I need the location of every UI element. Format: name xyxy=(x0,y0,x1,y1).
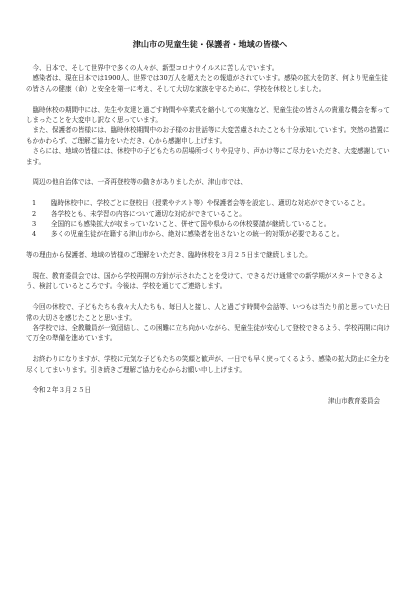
paragraph: お終わりになりますが、学校に元気な子どもたちの笑顔と歓声が、一日でも早く戻ってくるよう、感染の拡大防止に全力を尽くしてまいります。引き続きご理解ご協力を心からお願い申し上げます。 xyxy=(26,355,390,374)
list-text: 臨時休校中に、学校ごとに登校日（授業やテスト等）や保護者会等を設定し、適切な対応ができていること。 xyxy=(51,199,370,208)
list-number: 4 xyxy=(32,230,37,239)
paragraph: 今回の休校で、子どもたちも我々大人たちも、毎日人と接し、人と過ごす時間や会話等、いつもは当たり前と思っていた日常の大切さを感じたことと思います。 xyxy=(26,303,390,322)
paragraph: また、保護者の皆様には、臨時休校期間中のお子様のお世話等に大変苦慮されたことも十分承知しています。突然の措置にもかかわらず、ご理解ご協力をいただき、心から感謝申し上げます。 xyxy=(26,126,390,145)
signature: 津山市教育委員会 xyxy=(328,396,380,405)
document-title: 津山市の児童生徒・保護者・地域の皆様へ xyxy=(132,39,288,49)
paragraph: 周辺の他自治体では、一斉再登校等の動きがありましたが、津山市では、 xyxy=(32,178,247,187)
list-item xyxy=(26,219,394,229)
paragraph: さらには、地域の皆様には、休校中の子どもたちの居場所づくりや見守り、声かけ等にご尽力をいただき、大変感謝しています。 xyxy=(26,147,390,166)
list-number: 3 xyxy=(32,220,37,229)
list-number: 2 xyxy=(32,209,37,218)
list-text: 全国的にも感染拡大が収まっていないこと、併せて国や県からの休校要請が継続していること。 xyxy=(51,220,331,229)
paragraph: 現在、教育委員会では、国から学校再開の方針が示されたことを受けて、できるだけ通常での新学期がスタートできるよう、検討しているところです。今後は、学校を通じてご連絡します。 xyxy=(26,272,384,291)
list-item xyxy=(26,229,394,239)
list-item xyxy=(26,198,394,208)
paragraph: 今、日本で、そして世界中で多くの人々が、新型コロナウイルスに苦しんでいます。 xyxy=(32,64,279,72)
reasons-list xyxy=(26,198,394,240)
list-number: 1 xyxy=(32,199,37,208)
list-text: 多くの児童生徒が在籍する津山市から、絶対に感染者を出さないとの統一的対策が必要であること。 xyxy=(51,230,344,239)
paragraph: 等の理由から保護者、地域の皆様のご理解をいただき、臨時休校を３月２５日まで継続しました。 xyxy=(26,251,312,260)
list-item xyxy=(26,209,394,219)
list-text: 各学校とも、未学習の内容について適切な対応ができていること。 xyxy=(51,209,246,218)
paragraph: 臨時休校の期間中には、先生や友達と過ごす時間や卒業式を縮小しての実施など、児童生徒の皆さんの貴重な機会を奪ってしまったことを大変申し訳なく思っています。 xyxy=(26,105,390,125)
paragraph: 各学校では、全教職員が一致団結し、この困難に立ち向かいながら、児童生徒が安心して登校できるよう、学校再開に向けて万全の準備を進めています。 xyxy=(26,324,390,343)
date: 令和２年３月２５日 xyxy=(32,386,91,395)
paragraph: 感染者は、現在日本では1900人、世界では30万人を超えたとの報道がされています。感染の拡大を防ぎ、何より児童生徒の皆さんの健康（命）と安全を第一に考え、そして大切な家族を守るために、学校を休校としました。 xyxy=(26,74,388,93)
notice-document xyxy=(26,38,394,406)
